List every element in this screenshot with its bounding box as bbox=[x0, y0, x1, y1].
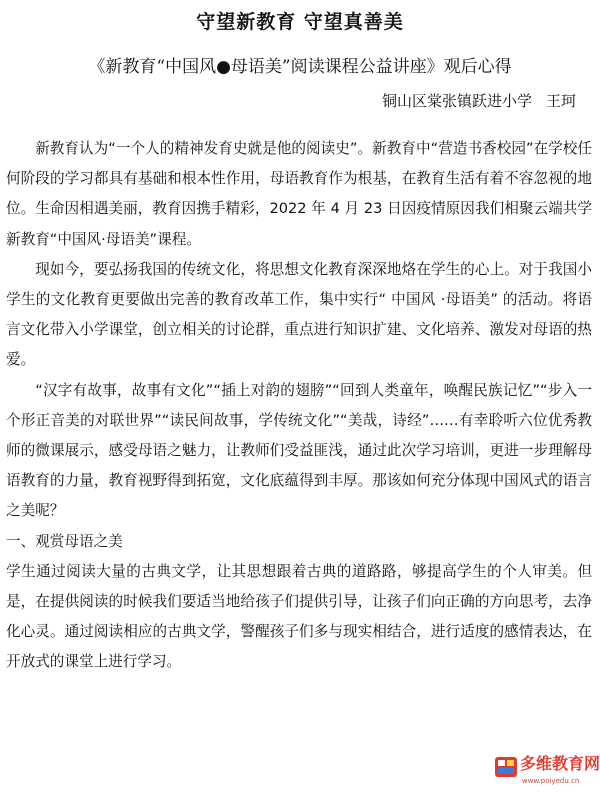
watermark-url: www.poiyedu.cn bbox=[522, 777, 580, 785]
paragraph-3: “汉字有故事，故事有文化”“插上对韵的翅膀”“回到人类童年，唤醒民族记忆”“步入一个形正音美的对联世界”“读民间故事，学传统文化”“美哉，诗经”……有幸聆听六位优秀教师的微课展示，感受母语之魅力，让教师们受益匪浅，通过此次学习培训，更进一步理解母语教育的力量，教育视野得到拓宽，文化底蕴得到丰厚。那该如何充分体现中国风式的语言之美呢？ bbox=[6, 381, 592, 520]
site-watermark bbox=[494, 752, 600, 792]
paragraph-2: 现如今，要弘扬我国的传统文化，将思想文化教育深深地烙在学生的心上。对于我国小学生的文化教育更要做出完善的教育改革工作，集中实行“ 中国风 ·母语美” 的活动。将语言文化带入小学课堂，创立相关的讨论群，重点进行知识扩建、文化培养、激发对母语的热爱。 bbox=[6, 260, 592, 369]
document-subtitle: 《新教育“中国风●母语美”阅读课程公益讲座》观后心得 bbox=[88, 57, 512, 77]
watermark-name: 多维教育网 bbox=[520, 754, 600, 773]
paragraph-4: 学生通过阅读大量的古典文学，让其思想跟着古典的道路路，够提高学生的个人审美。但是，在提供阅读的时候我们要适当地给孩子们提供引导，让孩子们向正确的方向思考，去净化心灵。通过阅读相应的古典文学，警醒孩子们多与现实相结合，进行适度的感情表达，在开放式的课堂上进行学习。 bbox=[6, 562, 592, 671]
watermark-logo-icon bbox=[494, 754, 520, 780]
document-title: 守望新教育 守望真善美 bbox=[196, 11, 404, 33]
author-line bbox=[382, 90, 576, 112]
article-body bbox=[6, 134, 592, 678]
author-name: 王珂 bbox=[545, 92, 576, 110]
section-heading: 一、观赏母语之美 bbox=[6, 532, 123, 550]
paragraph-1: 新教育认为“一个人的精神发育史就是他的阅读史”。新教育中“营造书香校园”在学校任何阶段的学习都具有基础和根本性作用，母语教育作为根基，在教育生活有着不容忽视的地位。生命因相遇美丽，教育因携手精彩，2022 年 4 月 23 日因疫情原因我们相聚云端共学新教育“中国风·母语美”课程。 bbox=[6, 140, 592, 248]
school-name: 铜山区棠张镇跃进小学 bbox=[381, 92, 532, 110]
